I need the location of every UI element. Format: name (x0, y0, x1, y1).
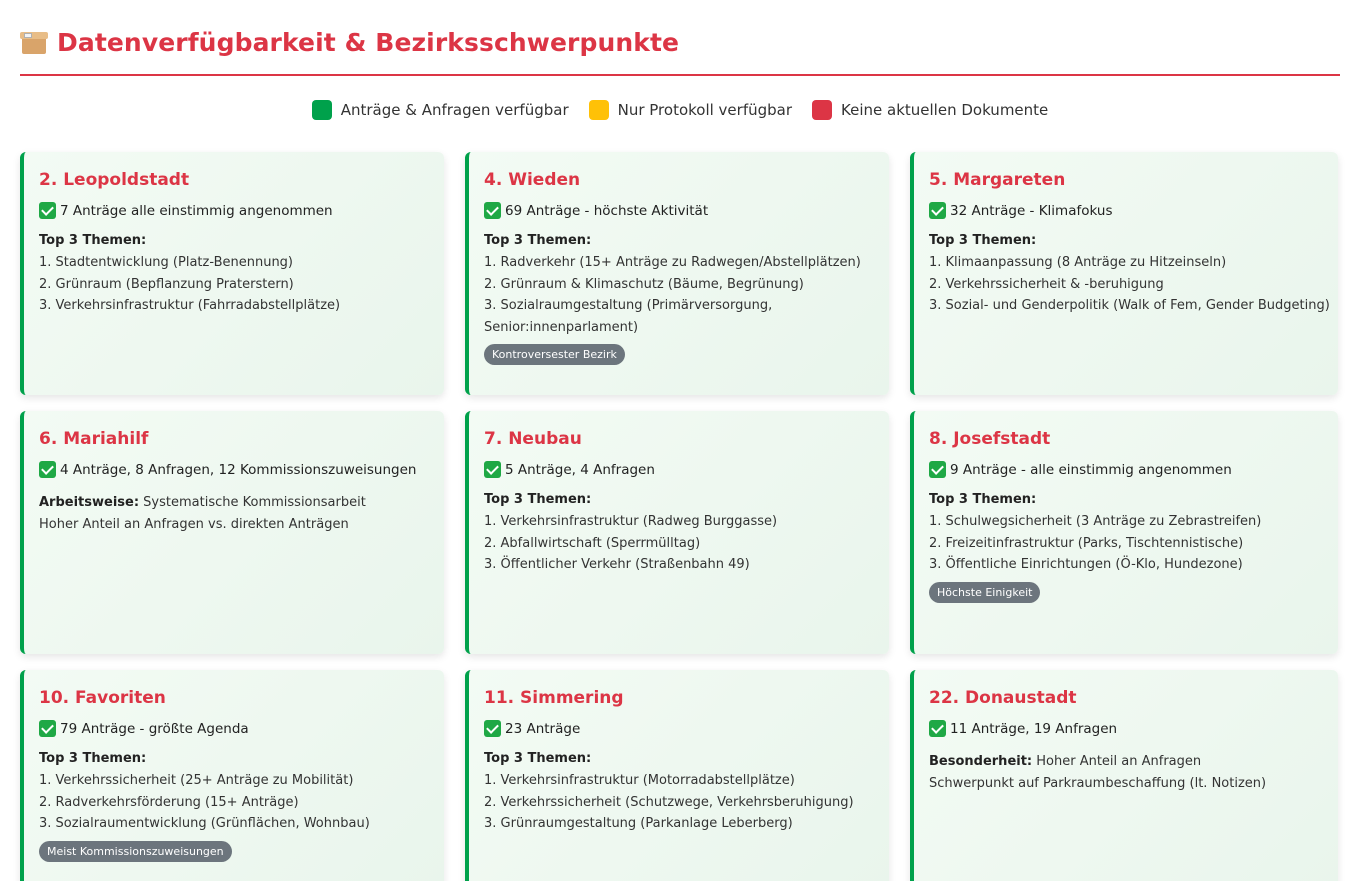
topic-item: 1. Verkehrsinfrastruktur (Motorradabstellplätze) (484, 773, 795, 788)
topic-item: 3. Öffentlicher Verkehr (Straßenbahn 49) (484, 557, 750, 572)
legend-item (812, 100, 1048, 120)
district-card (910, 670, 1338, 881)
inline-note-text: Hoher Anteil an Anfragen (1032, 754, 1202, 769)
topic-item: 2. Grünraum & Klimaschutz (Bäume, Begrünung) (484, 276, 804, 292)
district-card (20, 670, 444, 881)
topic-item: 2. Grünraum (Bepflanzung Praterstern) (39, 276, 294, 292)
district-card (910, 152, 1338, 395)
legend-label: Keine aktuellen Dokumente (841, 101, 1049, 119)
highlight-badge: Meist Kommissionszuweisungen (39, 841, 232, 862)
legend-label: Nur Protokoll verfügbar (617, 101, 793, 119)
district-title: 11. Simmering (484, 688, 624, 708)
district-title: 8. Josefstadt (929, 429, 1051, 449)
district-stat-text: 7 Anträge alle einstimmig angenommen (60, 202, 333, 219)
topics-heading: Top 3 Themen: (39, 751, 147, 766)
district-stat (39, 461, 428, 478)
check-mark-icon (39, 720, 56, 737)
district-title: 7. Neubau (484, 429, 582, 449)
topics-heading: Top 3 Themen: (929, 492, 1037, 507)
district-stat (484, 202, 873, 219)
district-title: 10. Favoriten (39, 688, 166, 708)
district-topics (929, 751, 1322, 794)
topics-heading: Top 3 Themen: (484, 233, 592, 248)
legend-label: Anträge & Anfragen verfügbar (340, 101, 569, 119)
district-card (910, 411, 1338, 654)
district-stat-text: 69 Anträge - höchste Aktivität (505, 202, 709, 219)
highlight-badge: Kontroversester Bezirk (484, 344, 625, 365)
topic-item: 1. Verkehrssicherheit (25+ Anträge zu Mobilität) (39, 773, 354, 788)
check-mark-icon (39, 461, 56, 478)
inline-note-text: Systematische Kommissionsarbeit (139, 495, 366, 510)
inline-note-label: Arbeitsweise: (39, 495, 140, 510)
page-title: Datenverfügbarkeit & Bezirksschwerpunkte (57, 27, 680, 57)
district-stat (484, 461, 873, 478)
district-stat (929, 202, 1322, 219)
topic-item: 1. Stadtentwicklung (Platz-Benennung) (39, 255, 294, 270)
district-title: 6. Mariahilf (39, 429, 149, 449)
district-card (20, 411, 444, 654)
topics-heading: Top 3 Themen: (484, 751, 592, 766)
topic-item: 3. Sozialraumentwicklung (Grünflächen, Wohnbau) (39, 816, 370, 831)
district-card (20, 152, 444, 395)
check-mark-icon (484, 202, 501, 219)
district-topics (39, 770, 428, 835)
district-topics (929, 511, 1322, 576)
page-header (20, 0, 1340, 76)
topics-heading: Top 3 Themen: (39, 233, 147, 248)
district-stat-text: 79 Anträge - größte Agenda (60, 720, 249, 737)
district-title: 2. Leopoldstadt (39, 170, 190, 190)
district-stat-text: 32 Anträge - Klimafokus (950, 202, 1113, 219)
district-card (465, 152, 889, 395)
topic-item: Hoher Anteil an Anfragen vs. direkten Anträgen (39, 516, 349, 532)
check-mark-icon (484, 720, 501, 737)
legend-item (312, 100, 569, 120)
topic-item: 1. Schulwegsicherheit (3 Anträge zu Zebrastreifen) (929, 514, 1262, 529)
topic-item: 1. Radverkehr (15+ Anträge zu Radwegen/Abstellplätzen) (484, 255, 861, 270)
check-mark-icon (929, 720, 946, 737)
topic-item: 3. Grünraumgestaltung (Parkanlage Leberberg) (484, 816, 793, 831)
district-topics (484, 252, 873, 338)
legend (20, 76, 1340, 144)
district-topics (929, 252, 1330, 317)
district-topics (39, 492, 428, 535)
topic-item: 2. Abfallwirtschaft (Sperrmülltag) (484, 535, 701, 551)
district-stat-text: 5 Anträge, 4 Anfragen (505, 461, 655, 478)
district-topics (39, 252, 428, 317)
check-mark-icon (929, 461, 946, 478)
district-grid (20, 152, 1340, 881)
topics-heading: Top 3 Themen: (484, 492, 592, 507)
check-mark-icon (39, 202, 56, 219)
district-stat (484, 720, 873, 737)
topic-item: 2. Freizeitinfrastruktur (Parks, Tischtennistische) (929, 535, 1244, 551)
cardboard-box-icon (20, 30, 48, 54)
topics-heading: Top 3 Themen: (929, 233, 1037, 248)
legend-item (589, 100, 792, 120)
district-stat-text: 9 Anträge - alle einstimmig angenommen (950, 461, 1232, 478)
inline-note-label: Besonderheit: (929, 754, 1033, 769)
topic-item: 2. Verkehrssicherheit (Schutzwege, Verkehrsberuhigung) (484, 794, 854, 810)
district-stat-text: 4 Anträge, 8 Anfragen, 12 Kommissionszuweisungen (60, 461, 417, 478)
topic-item: 2. Verkehrssicherheit & -beruhigung (929, 276, 1164, 292)
legend-swatch (812, 100, 832, 120)
check-mark-icon (929, 202, 946, 219)
district-topics (484, 770, 873, 835)
district-title: 22. Donaustadt (929, 688, 1077, 708)
topic-item: 3. Öffentliche Einrichtungen (Ö-Klo, Hundezone) (929, 557, 1243, 572)
district-title: 5. Margareten (929, 170, 1066, 190)
district-title: 4. Wieden (484, 170, 581, 190)
district-card (465, 670, 889, 881)
topic-item: 3. Sozialraumgestaltung (Primärversorgung, (484, 298, 773, 313)
inline-note (929, 751, 1322, 773)
topic-item: Senior:innenparlament) (484, 319, 639, 335)
district-stat (39, 720, 428, 737)
district-topics (484, 511, 873, 576)
inline-note (39, 492, 428, 514)
legend-swatch (312, 100, 332, 120)
district-stat-text: 11 Anträge, 19 Anfragen (950, 720, 1118, 737)
topic-item: 3. Verkehrsinfrastruktur (Fahrradabstellplätze) (39, 298, 341, 313)
topic-item: 2. Radverkehrsförderung (15+ Anträge) (39, 794, 299, 810)
district-card (465, 411, 889, 654)
topic-item: 1. Klimaanpassung (8 Anträge zu Hitzeinseln) (929, 255, 1227, 270)
district-stat-text: 23 Anträge (505, 720, 581, 737)
legend-swatch (589, 100, 609, 120)
district-stat (929, 720, 1322, 737)
topic-item: 3. Sozial- und Genderpolitik (Walk of Fem, Gender Budgeting) (929, 298, 1330, 313)
topic-item: 1. Verkehrsinfrastruktur (Radweg Burggasse) (484, 514, 778, 529)
check-mark-icon (484, 461, 501, 478)
topic-item: Schwerpunkt auf Parkraumbeschaffung (lt. Notizen) (929, 775, 1267, 791)
district-stat (929, 461, 1322, 478)
highlight-badge: Höchste Einigkeit (929, 582, 1040, 603)
district-stat (39, 202, 428, 219)
